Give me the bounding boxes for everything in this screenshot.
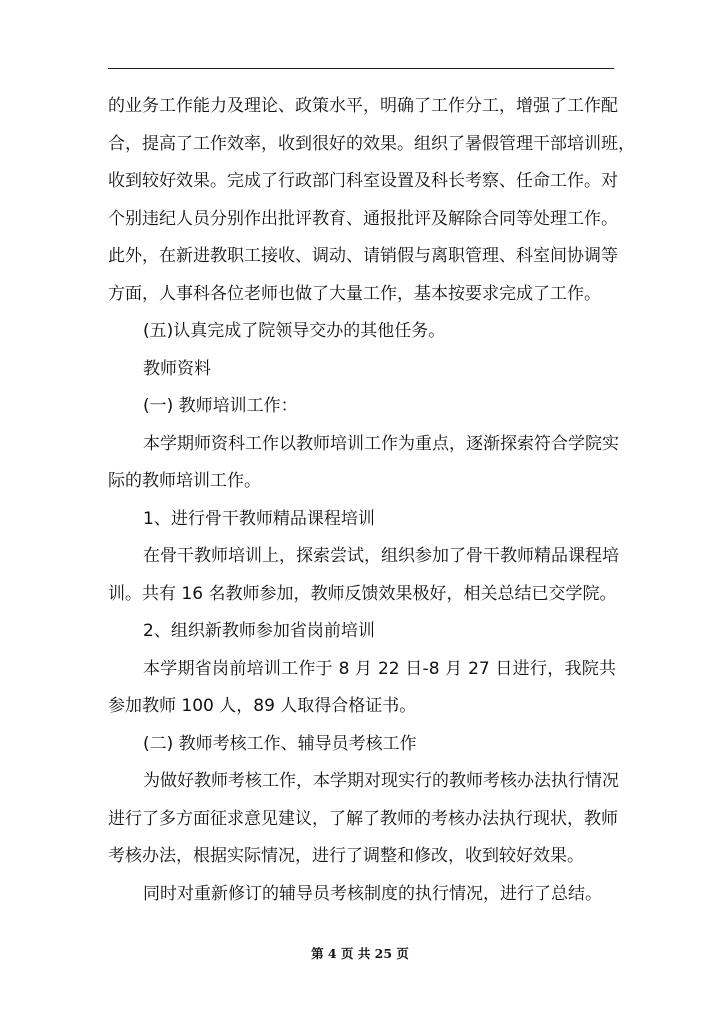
paragraph-line: 方面，人事科各位老师也做了大量工作，基本按要求完成了工作。: [108, 283, 601, 304]
paragraph-line: 个别违纪人员分别作出批评教育、通报批评及解除合同等处理工作。: [108, 208, 618, 229]
paragraph-line: 在骨干教师培训上，探索尝试，组织参加了骨干教师精品课程培: [143, 546, 619, 566]
section-heading: (五)认真完成了院领导交办的其他任务。: [143, 321, 446, 341]
paragraph-line: 为做好教师考核工作，本学期对现实行的教师考核办法执行情况: [143, 771, 619, 791]
paragraph-line: 的业务工作能力及理论、政策水平，明确了工作分工，增强了工作配: [108, 96, 618, 116]
paragraph-line: 收到较好效果。完成了行政部门科室设置及科长考察、任命工作。对: [108, 171, 618, 191]
subsection-heading: (二) 教师考核工作、辅导员考核工作: [143, 733, 417, 754]
subsection-heading: (一) 教师培训工作：: [143, 396, 298, 416]
paragraph-line: 本学期省岗前培训工作于 8 月 22 日-8 月 27 日进行，我院共: [143, 658, 616, 679]
paragraph-line: 际的教师培训工作。: [108, 471, 261, 491]
paragraph-line: 同时对重新修订的辅导员考核制度的执行情况，进行了总结。: [143, 883, 602, 904]
section-heading: 教师资料: [143, 358, 211, 379]
list-item-heading: 1、进行骨干教师精品课程培训: [143, 508, 375, 529]
header-rule: [108, 68, 614, 69]
page-number-footer: 第 4 页 共 25 页: [311, 946, 409, 961]
paragraph-line: 此外，在新进教职工接收、调动、请销假与离职管理、科室间协调等: [108, 246, 618, 266]
paragraph-line: 考核办法，根据实际情况，进行了调整和修改，收到较好效果。: [108, 846, 584, 866]
paragraph-line: 本学期师资科工作以教师培训工作为重点，逐渐探索符合学院实: [143, 433, 619, 454]
paragraph-line: 参加教师 100 人，89 人取得合格证书。: [108, 696, 417, 716]
paragraph-line: 合，提高了工作效率，收到很好的效果。组织了暑假管理干部培训班，: [108, 133, 635, 154]
paragraph-line: 训。共有 16 名教师参加，教师反馈效果极好，相关总结已交学院。: [108, 583, 617, 604]
list-item-heading: 2、组织新教师参加省岗前培训: [143, 621, 375, 641]
paragraph-line: 进行了多方面征求意见建议，了解了教师的考核办法执行现状，教师: [108, 808, 618, 829]
document-body: [108, 88, 635, 913]
